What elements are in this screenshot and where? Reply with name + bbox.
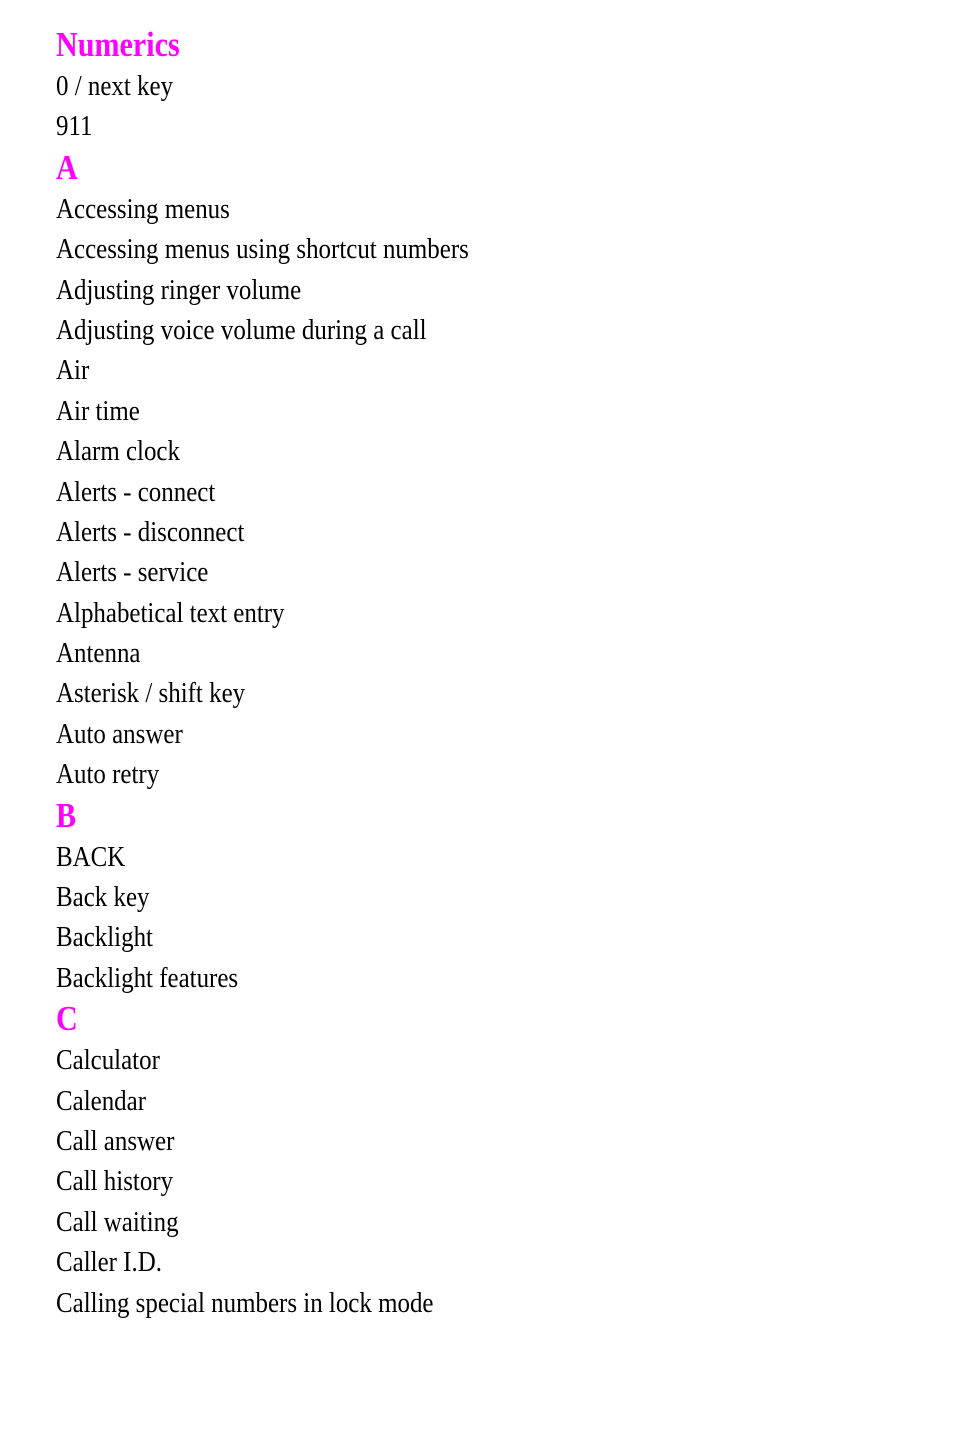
index-entry: Adjusting voice volume during a call [56,313,427,346]
index-entry: Calculator [56,1044,160,1077]
index-entry: Adjusting ringer volume [56,273,302,306]
section-heading: A [56,147,78,187]
index-entry: Calendar [56,1084,147,1117]
index-section-a [56,147,916,795]
index-entry: Call waiting [56,1205,179,1238]
index-entry: Air time [56,394,140,427]
index-entry: Back key [56,881,150,914]
index-entry: Calling special numbers in lock mode [56,1286,434,1319]
index-entry: Antenna [56,637,141,670]
index-entry: Backlight features [56,961,239,994]
index-entry-list [56,837,916,999]
index-page [56,24,916,1323]
index-entry: Air [56,354,90,387]
index-section-b [56,795,916,999]
index-entry: Asterisk / shift key [56,677,246,710]
index-entry: Call answer [56,1124,175,1157]
index-entry: Alerts - service [56,556,209,589]
section-heading: C [56,999,78,1039]
index-entry: 911 [56,110,93,143]
index-entry: Alphabetical text entry [56,596,285,629]
index-entry: Alarm clock [56,435,180,468]
index-entry: Alerts - connect [56,475,216,508]
index-entry: Accessing menus using shortcut numbers [56,233,469,266]
index-entry: Auto answer [56,717,183,750]
index-section-numerics [56,24,916,147]
index-entry-list [56,1040,916,1323]
index-entry: Backlight [56,921,153,954]
index-entry: 0 / next key [56,70,174,102]
index-entry: Auto retry [56,758,160,791]
index-entry-list [56,66,916,147]
index-section-c [56,998,916,1323]
index-entry: Caller I.D. [56,1246,162,1279]
index-entry: Call history [56,1165,174,1198]
index-entry: Alerts - disconnect [56,515,245,548]
index-entry: BACK [56,840,126,873]
section-heading: Numerics [56,25,180,64]
section-heading: B [56,795,77,835]
index-entry: Accessing menus [56,192,230,225]
index-entry-list [56,189,916,795]
